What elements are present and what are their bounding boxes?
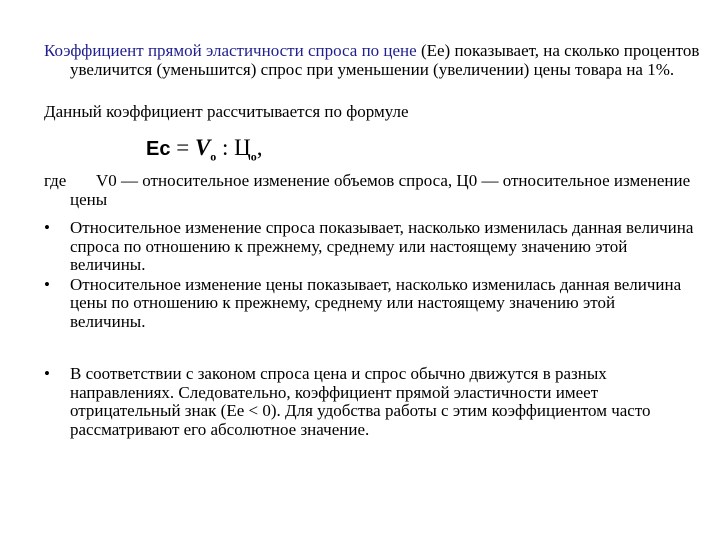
formula-equals: = <box>170 135 195 160</box>
bullet-text: В соответствии с законом спроса цена и спрос обычно движутся в разных направлениях. Следовательно, коэффициент прямой эластичности имеет отрицательный знак (Ее < 0). Для удобства работы с этим коэффициентом часто рассматривают его абсолютное значение. <box>70 364 651 439</box>
elasticity-formula <box>146 135 263 165</box>
where-label: где <box>44 171 67 190</box>
formula-v: V <box>194 135 211 160</box>
final-bullet-list <box>44 365 694 439</box>
formula-c-sub: o <box>250 149 257 164</box>
bullet-text: Относительное изменение цены показывает, насколько изменилась данная величина цены по отношению к прежнему, среднему или настоящему значению этой величины. <box>70 274 682 331</box>
list-item <box>44 365 694 439</box>
formula-divide: : Ц <box>216 135 251 160</box>
where-text: V0 — относительное изменение объемов спроса, Ц0 — относительное изменение цены <box>70 171 691 209</box>
bullet-dot: • <box>44 274 50 294</box>
bullet-dot: • <box>44 218 50 237</box>
formula-trail: , <box>256 135 263 160</box>
where-paragraph <box>44 172 720 209</box>
formula-v-sub: o <box>210 149 217 164</box>
formula-intro: Данный коэффициент рассчитывается по формуле <box>44 102 409 121</box>
formula-lhs: Ес <box>146 138 171 160</box>
bullet-list <box>44 219 694 331</box>
bullet-dot: • <box>44 364 50 383</box>
list-item <box>44 219 694 275</box>
list-item <box>44 276 694 332</box>
definition-term: Коэффициент прямой эластичности спроса по цене <box>44 41 417 60</box>
definition-paragraph <box>44 42 720 79</box>
definition-text: (Ее) показывает, на сколько процентов увеличится (уменьшится) спрос при уменьшении (увеличении) цены товара на 1%. <box>70 41 700 79</box>
bullet-text: Относительное изменение спроса показывает, насколько изменилась данная величина спроса по отношению к прежнему, среднему или настоящему значению этой величины. <box>70 218 694 274</box>
